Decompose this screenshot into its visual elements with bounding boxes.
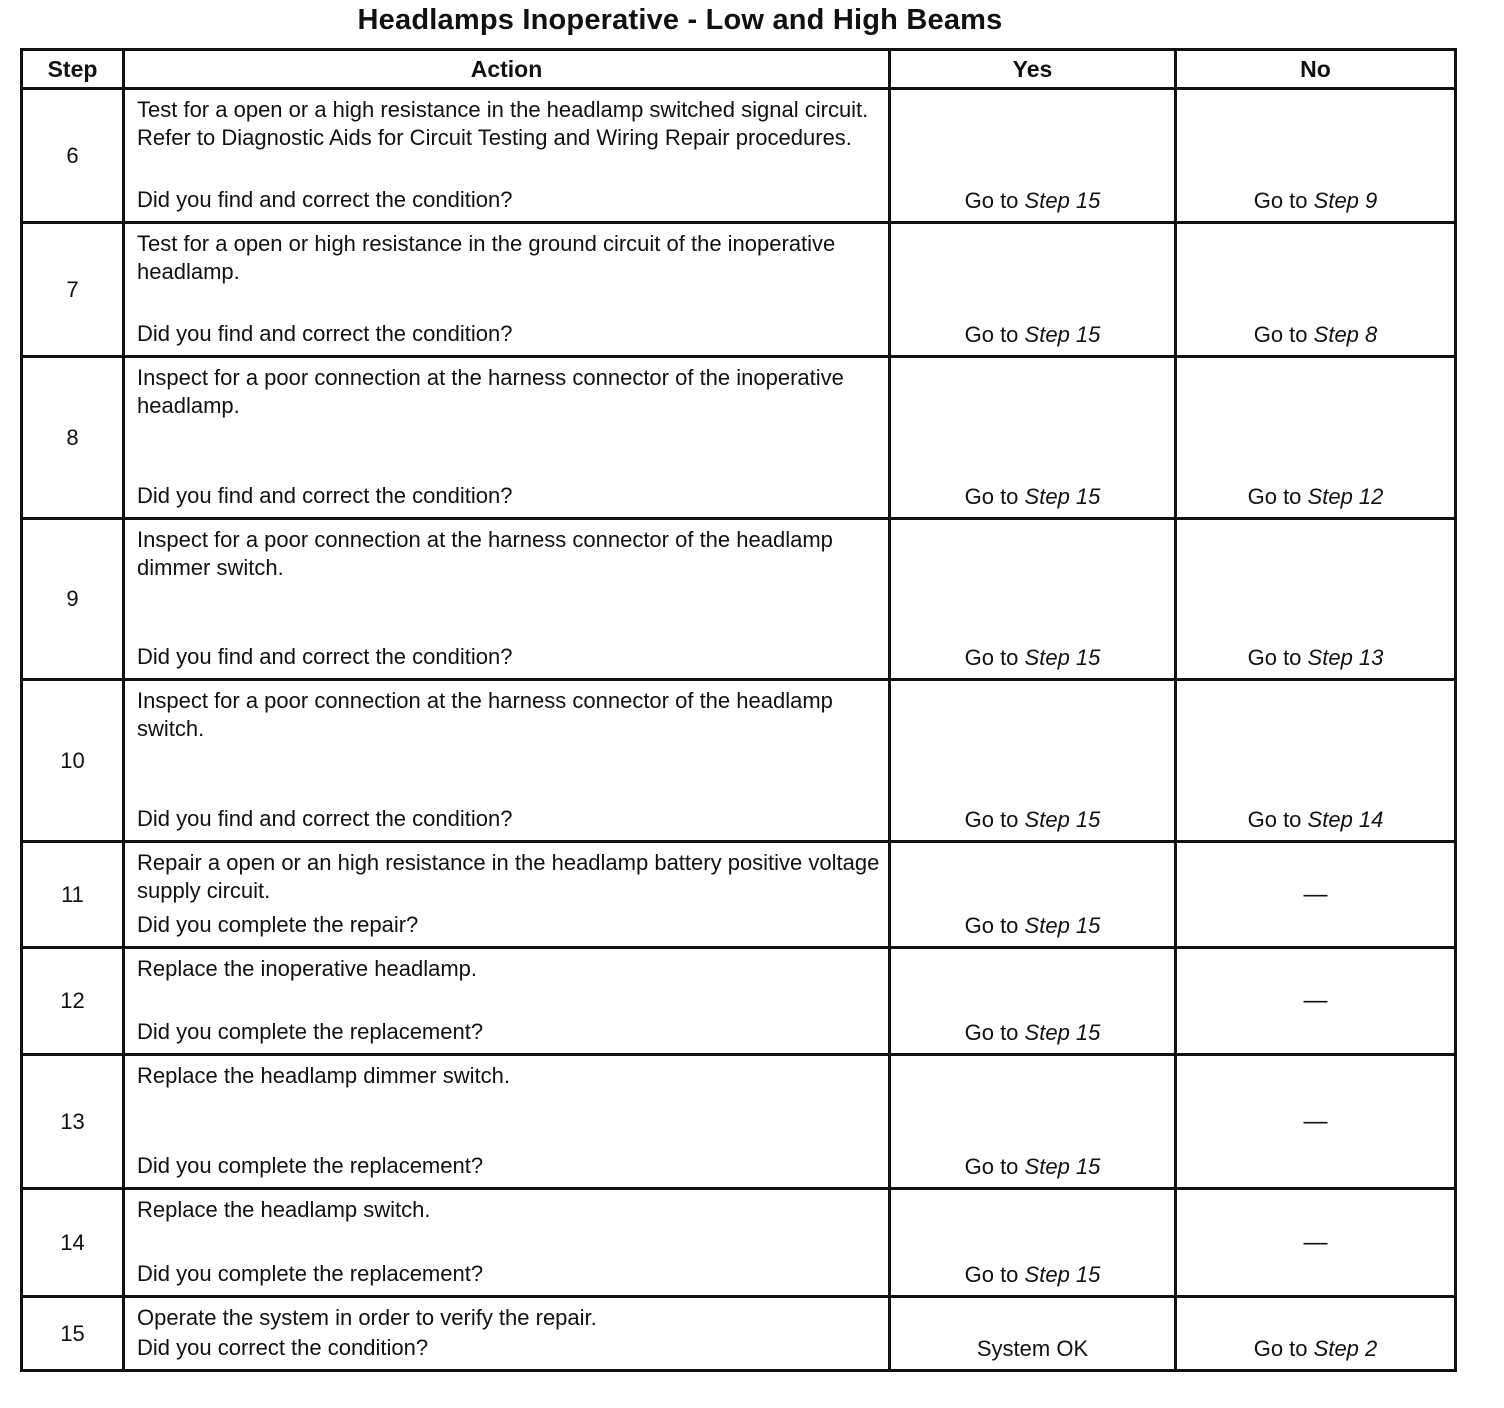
step-number: 12 <box>22 948 124 1055</box>
yes-cell <box>890 1189 1176 1297</box>
no-outcome-dash: — <box>1303 1228 1328 1256</box>
table-row <box>22 1055 1456 1189</box>
step-number: 11 <box>22 842 124 948</box>
go-to-label: Go to <box>964 322 1019 347</box>
go-to-label: Go to <box>1247 484 1302 509</box>
step-reference: Step 15 <box>1024 484 1101 509</box>
go-to-label: Go to <box>964 1020 1019 1045</box>
step-reference: Step 8 <box>1313 322 1378 347</box>
action-cell <box>124 1055 890 1189</box>
action-instruction: Repair a open or an high resistance in the headlamp battery positive voltage supply circuit. <box>137 850 880 903</box>
go-to-label: Go to <box>964 807 1019 832</box>
go-to-label: Go to <box>964 913 1019 938</box>
go-to-label: Go to <box>964 1262 1019 1287</box>
no-cell <box>1176 1055 1456 1189</box>
step-reference: Step 15 <box>1024 188 1101 213</box>
step-number: 8 <box>22 357 124 519</box>
no-cell <box>1176 519 1456 680</box>
yes-cell <box>890 948 1176 1055</box>
table-row <box>22 842 1456 948</box>
no-outcome-dash: — <box>1303 1107 1328 1135</box>
action-question: Did you complete the repair? <box>137 912 419 937</box>
step-reference: Step 2 <box>1313 1336 1378 1361</box>
header-action: Action <box>124 50 890 89</box>
table-row <box>22 89 1456 223</box>
step-number: 10 <box>22 680 124 842</box>
action-cell <box>124 1297 890 1371</box>
yes-cell <box>890 519 1176 680</box>
no-cell <box>1176 1189 1456 1297</box>
no-cell <box>1176 223 1456 357</box>
action-question: Did you find and correct the condition? <box>137 644 513 669</box>
header-step: Step <box>22 50 124 89</box>
yes-cell <box>890 89 1176 223</box>
action-cell <box>124 680 890 842</box>
yes-cell <box>890 357 1176 519</box>
table-row <box>22 357 1456 519</box>
table-row <box>22 519 1456 680</box>
step-number: 9 <box>22 519 124 680</box>
yes-cell <box>890 1297 1176 1371</box>
go-to-label: Go to <box>1253 1336 1308 1361</box>
step-number: 6 <box>22 89 124 223</box>
step-reference: Step 15 <box>1024 913 1101 938</box>
step-reference: Step 14 <box>1307 807 1384 832</box>
action-cell <box>124 357 890 519</box>
step-reference: Step 15 <box>1024 322 1101 347</box>
action-question: Did you correct the condition? <box>137 1335 429 1360</box>
yes-cell <box>890 223 1176 357</box>
action-question: Did you find and correct the condition? <box>137 321 513 346</box>
action-cell <box>124 842 890 948</box>
step-number: 14 <box>22 1189 124 1297</box>
outcome-text: System OK <box>976 1336 1089 1361</box>
step-reference: Step 15 <box>1024 645 1101 670</box>
table-row <box>22 1297 1456 1371</box>
action-instruction: Test for a open or a high resistance in the headlamp switched signal circuit. Refer to Diagnostic Aids for Circuit Testing and Wiring Repair procedures. <box>137 97 869 150</box>
action-question: Did you find and correct the condition? <box>137 806 513 831</box>
no-cell <box>1176 680 1456 842</box>
step-number: 13 <box>22 1055 124 1189</box>
action-instruction: Test for a open or high resistance in the ground circuit of the inoperative headlamp. <box>137 231 836 284</box>
yes-cell <box>890 680 1176 842</box>
action-instruction: Inspect for a poor connection at the harness connector of the inoperative headlamp. <box>137 365 844 418</box>
action-question: Did you find and correct the condition? <box>137 187 513 212</box>
no-outcome-dash: — <box>1303 987 1328 1014</box>
action-instruction: Replace the headlamp dimmer switch. <box>137 1063 510 1088</box>
table-body <box>22 89 1456 1371</box>
table-row <box>22 948 1456 1055</box>
action-instruction: Replace the inoperative headlamp. <box>137 956 478 981</box>
go-to-label: Go to <box>1247 645 1302 670</box>
action-question: Did you complete the replacement? <box>137 1153 484 1178</box>
go-to-label: Go to <box>964 188 1019 213</box>
step-number: 7 <box>22 223 124 357</box>
header-no: No <box>1176 50 1456 89</box>
step-reference: Step 15 <box>1024 1020 1101 1045</box>
no-cell <box>1176 948 1456 1055</box>
yes-cell <box>890 1055 1176 1189</box>
no-cell <box>1176 842 1456 948</box>
action-cell <box>124 89 890 223</box>
action-cell <box>124 1189 890 1297</box>
step-number: 15 <box>22 1297 124 1371</box>
table-row <box>22 680 1456 842</box>
step-reference: Step 9 <box>1313 188 1378 213</box>
action-question: Did you complete the replacement? <box>137 1019 484 1044</box>
go-to-label: Go to <box>964 484 1019 509</box>
action-instruction: Operate the system in order to verify the repair. <box>137 1305 597 1330</box>
header-yes: Yes <box>890 50 1176 89</box>
yes-cell <box>890 842 1176 948</box>
action-cell <box>124 948 890 1055</box>
go-to-label: Go to <box>964 645 1019 670</box>
go-to-label: Go to <box>1253 188 1308 213</box>
header-row <box>22 50 1456 89</box>
table-row <box>22 1189 1456 1297</box>
go-to-label: Go to <box>964 1154 1019 1179</box>
step-reference: Step 15 <box>1024 1262 1101 1287</box>
no-outcome-dash: — <box>1303 880 1328 908</box>
no-cell <box>1176 1297 1456 1371</box>
action-cell <box>124 223 890 357</box>
action-instruction: Replace the headlamp switch. <box>137 1197 431 1222</box>
action-cell <box>124 519 890 680</box>
action-instruction: Inspect for a poor connection at the harness connector of the headlamp switch. <box>137 688 833 741</box>
go-to-label: Go to <box>1247 807 1302 832</box>
go-to-label: Go to <box>1253 322 1308 347</box>
step-reference: Step 12 <box>1307 484 1384 509</box>
diagnostic-table <box>20 48 1457 1372</box>
action-instruction: Inspect for a poor connection at the harness connector of the headlamp dimmer switch. <box>137 527 833 580</box>
step-reference: Step 13 <box>1307 645 1384 670</box>
table-row <box>22 223 1456 357</box>
step-reference: Step 15 <box>1024 1154 1101 1179</box>
action-question: Did you complete the replacement? <box>137 1261 484 1286</box>
no-cell <box>1176 357 1456 519</box>
action-question: Did you find and correct the condition? <box>137 483 513 508</box>
step-reference: Step 15 <box>1024 807 1101 832</box>
page-title: Headlamps Inoperative - Low and High Beams <box>357 4 1003 36</box>
no-cell <box>1176 89 1456 223</box>
